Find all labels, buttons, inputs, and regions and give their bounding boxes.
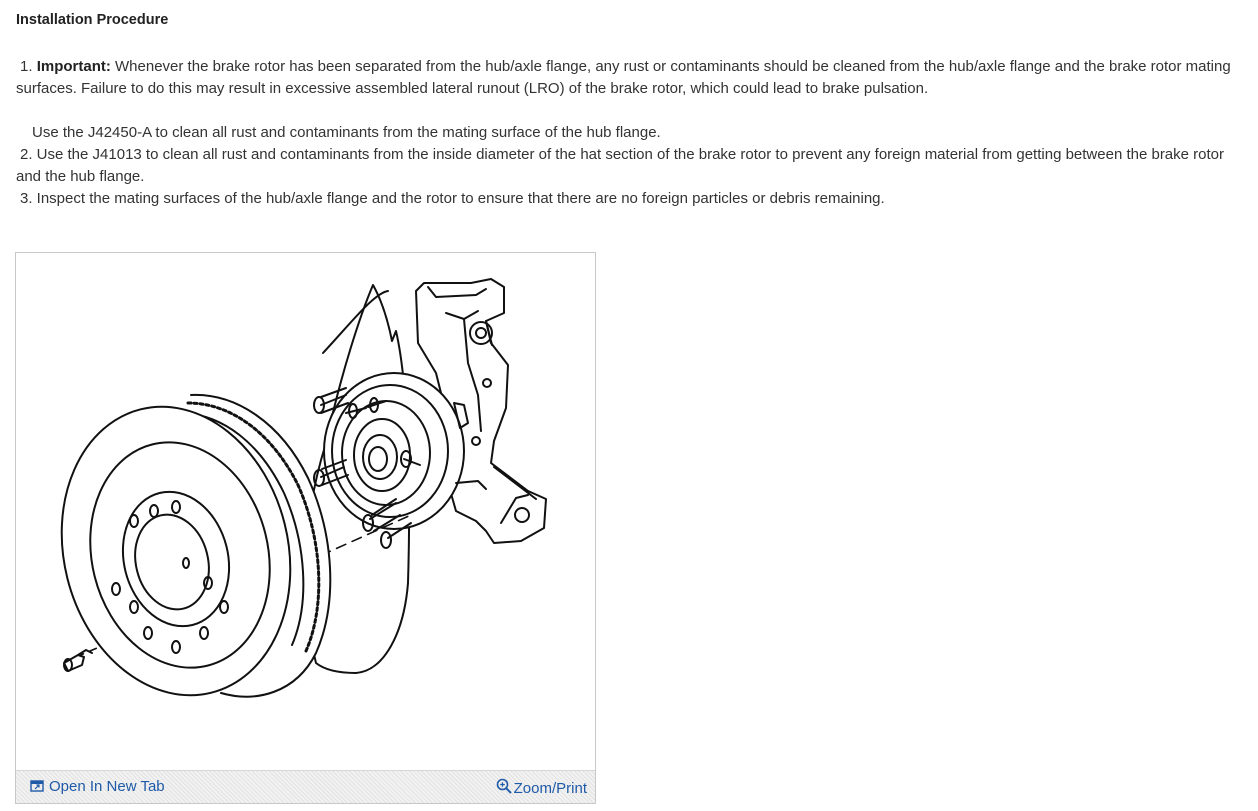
step-3 <box>16 188 1241 210</box>
new-tab-icon <box>30 779 44 793</box>
step-1 <box>16 56 1241 100</box>
step-3-text: 3. Inspect the mating surfaces of the hub/axle flange and the rotor to ensure that there are no foreign particles or debris remaining. <box>20 190 885 207</box>
open-in-new-tab-link[interactable] <box>30 778 165 795</box>
magnifier-icon <box>496 778 512 794</box>
step-1-substep-text: Use the J42450-A to clean all rust and contaminants from the mating surface of the hub flange. <box>32 124 661 141</box>
figure-container <box>15 252 596 804</box>
step-2 <box>16 144 1241 188</box>
figure-toolbar <box>16 770 595 803</box>
zoom-print-label: Zoom/Print <box>513 780 587 797</box>
page-title: Installation Procedure <box>16 12 169 28</box>
step-1-text: Whenever the brake rotor has been separated from the hub/axle flange, any rust or contaminants should be cleaned from the hub/axle flange and the brake rotor mating surfaces. Failure to do this may result in excessive assembled lateral runout (LRO) of the brake rotor, which could lead to brake pulsation. <box>16 58 1231 97</box>
important-label: Important: <box>36 58 111 75</box>
step-1-number: 1. <box>20 58 33 75</box>
brake-rotor-illustration[interactable] <box>16 253 595 765</box>
step-1-substep <box>16 122 1241 144</box>
open-in-new-tab-label: Open In New Tab <box>49 778 165 795</box>
step-2-text: 2. Use the J41013 to clean all rust and contaminants from the inside diameter of the hat section of the brake rotor to prevent any foreign material from getting between the brake rotor and the hub flange. <box>16 146 1225 185</box>
zoom-print-link[interactable] <box>496 778 587 797</box>
